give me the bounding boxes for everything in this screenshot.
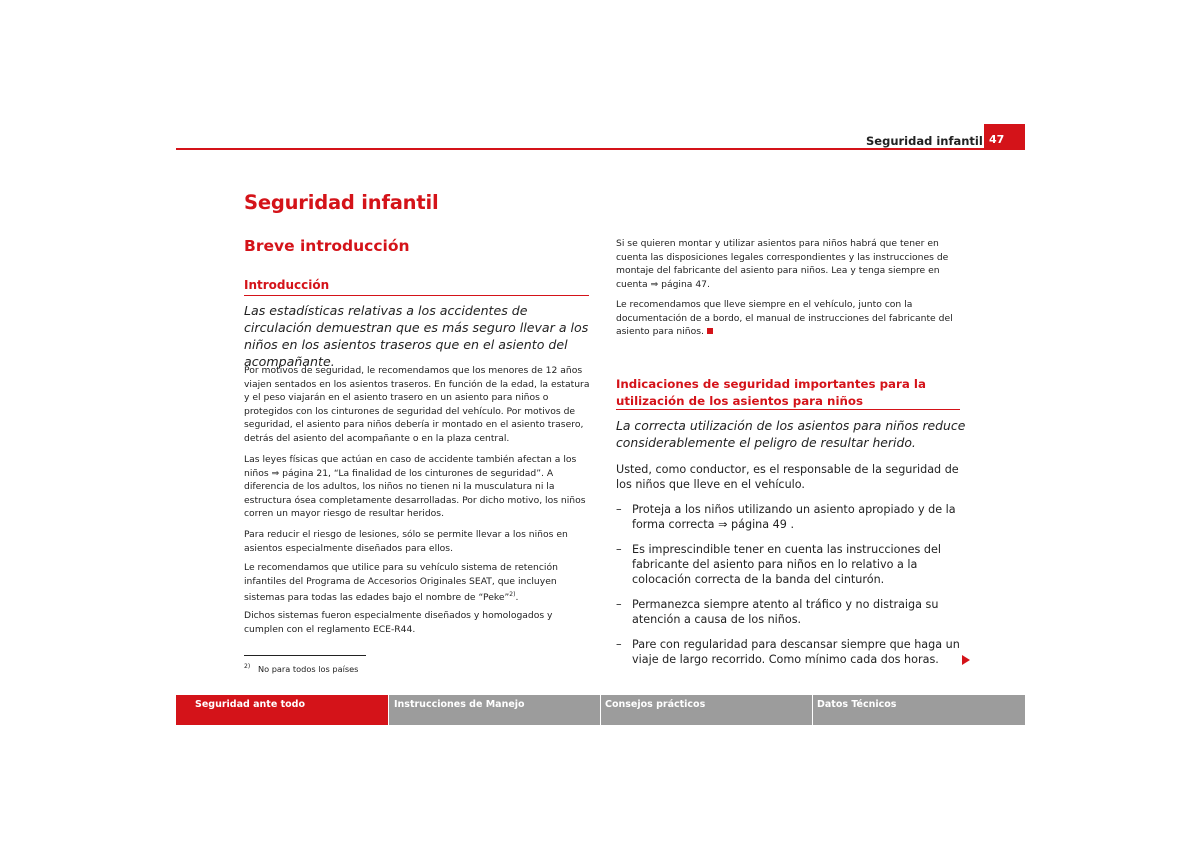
warning-bullet [616, 542, 966, 588]
nav-tab-seguridad-ante-todo[interactable]: Seguridad ante todo [176, 695, 388, 725]
chapter-nav-bar [176, 695, 1025, 725]
warning-bullet [616, 502, 966, 532]
paragraph-end-period: . [515, 592, 519, 604]
nav-tab-datos-tecnicos[interactable]: Datos Técnicos [813, 695, 1025, 725]
running-header-title: Seguridad infantil [866, 134, 983, 148]
footnote-marker: 2) [244, 663, 251, 670]
subsection-title: Introducción [244, 278, 330, 292]
body-paragraph: Para reducir el riesgo de lesiones, sólo se permite llevar a los niños en asientos especialmente diseñados para ellos. [244, 529, 568, 554]
body-paragraph: Si se quieren montar y utilizar asientos para niños habrá que tener en cuenta las disposiciones legales correspondientes y las instrucciones de montaje del fabricante del asiento para niños. Lea y tenga siempre en cuenta ⇒ página 47. [616, 238, 949, 290]
bullet-dash: – [616, 543, 622, 556]
footnote [244, 663, 358, 674]
page-number: 47 [989, 133, 1005, 146]
warning-bullet [616, 597, 966, 627]
body-paragraph: Dichos sistemas fueron especialmente diseñados y homologados y cumplen con el reglamento ECE-R44. [244, 610, 553, 635]
warning-paragraph: Usted, como conductor, es el responsable de la seguridad de los niños que lleve en el vehículo. [616, 463, 959, 492]
warning-section-title: Indicaciones de seguridad importantes para la utilización de los asientos para niños [616, 377, 926, 408]
footnote-reference[interactable]: 2) [509, 591, 516, 599]
warning-divider [616, 409, 960, 410]
body-paragraph: Las leyes físicas que actúan en caso de accidente también afectan a los niños ⇒ página 21, “La finalidad de los cinturones de seguridad”. A diferencia de los adultos, los niños no tienen ni la musculatura ni la estructura ósea completamente desarrolladas. Por dicho motivo, los niños corren un mayor riesgo de resultar heridos. [244, 454, 586, 520]
bullet-text: Pare con regularidad para descansar siempre que haga un viaje de largo recorrido. Como mínimo cada dos horas. [632, 638, 960, 667]
bullet-text: Proteja a los niños utilizando un asiento apropiado y de la forma correcta ⇒ página 49 . [632, 503, 956, 532]
bullet-dash: – [616, 638, 622, 651]
body-paragraph-peke [244, 561, 594, 605]
bullet-dash: – [616, 598, 622, 611]
body-paragraph-text: Le recomendamos que lleve siempre en el vehículo, junto con la documentación de a bordo, el manual de instrucciones del fabricante del asiento para niños. [616, 299, 953, 338]
section-title: Breve introducción [244, 237, 410, 255]
header-divider [176, 148, 1025, 150]
nav-tab-consejos-practicos[interactable]: Consejos prácticos [601, 695, 812, 725]
bullet-text: Es imprescindible tener en cuenta las instrucciones del fabricante del asiento para niños en lo relativo a la colocación correcta de la banda del cinturón. [632, 543, 941, 587]
continue-arrow-icon[interactable] [962, 655, 970, 665]
bullet-text: Permanezca siempre atento al tráfico y no distraiga su atención a causa de los niños. [632, 598, 939, 627]
page-number-box [984, 124, 1025, 149]
bullet-dash: – [616, 503, 622, 516]
warning-summary: La correcta utilización de los asientos para niños reduce considerablemente el peligro de resultar herido. [616, 418, 966, 450]
body-paragraph-text: Le recomendamos que utilice para su vehículo sistema de retención infantiles del Programa de Accesorios Originales SEAT, que incluyen sistemas para todas las edades bajo el nombre de “Peke” [244, 562, 558, 604]
body-paragraph: Por motivos de seguridad, le recomendamos que los menores de 12 años viajen sentados en los asientos traseros. En función de la edad, la estatura y el peso viajarán en el asiento trasero en un asiento para niños o protegidos con los cinturones de seguridad del vehículo. Por motivos de seguridad, el asiento para niños debería ir montado en el asiento trasero, detrás del asiento del acompañante o en la plaza central. [244, 365, 590, 444]
warning-bullet [616, 637, 966, 667]
body-paragraph-with-endmark [616, 298, 966, 339]
intro-summary: Las estadísticas relativas a los accidentes de circulación demuestran que es más seguro llevar a los niños en los asientos traseros que en el asiento del acompañante. [244, 303, 589, 369]
subsection-divider [244, 295, 589, 296]
footnote-divider [244, 655, 366, 656]
footnote-text: No para todos los países [257, 664, 359, 674]
nav-tab-instrucciones-de-manejo[interactable]: Instrucciones de Manejo [389, 695, 600, 725]
section-end-square-icon [707, 328, 713, 334]
chapter-title: Seguridad infantil [244, 191, 439, 214]
